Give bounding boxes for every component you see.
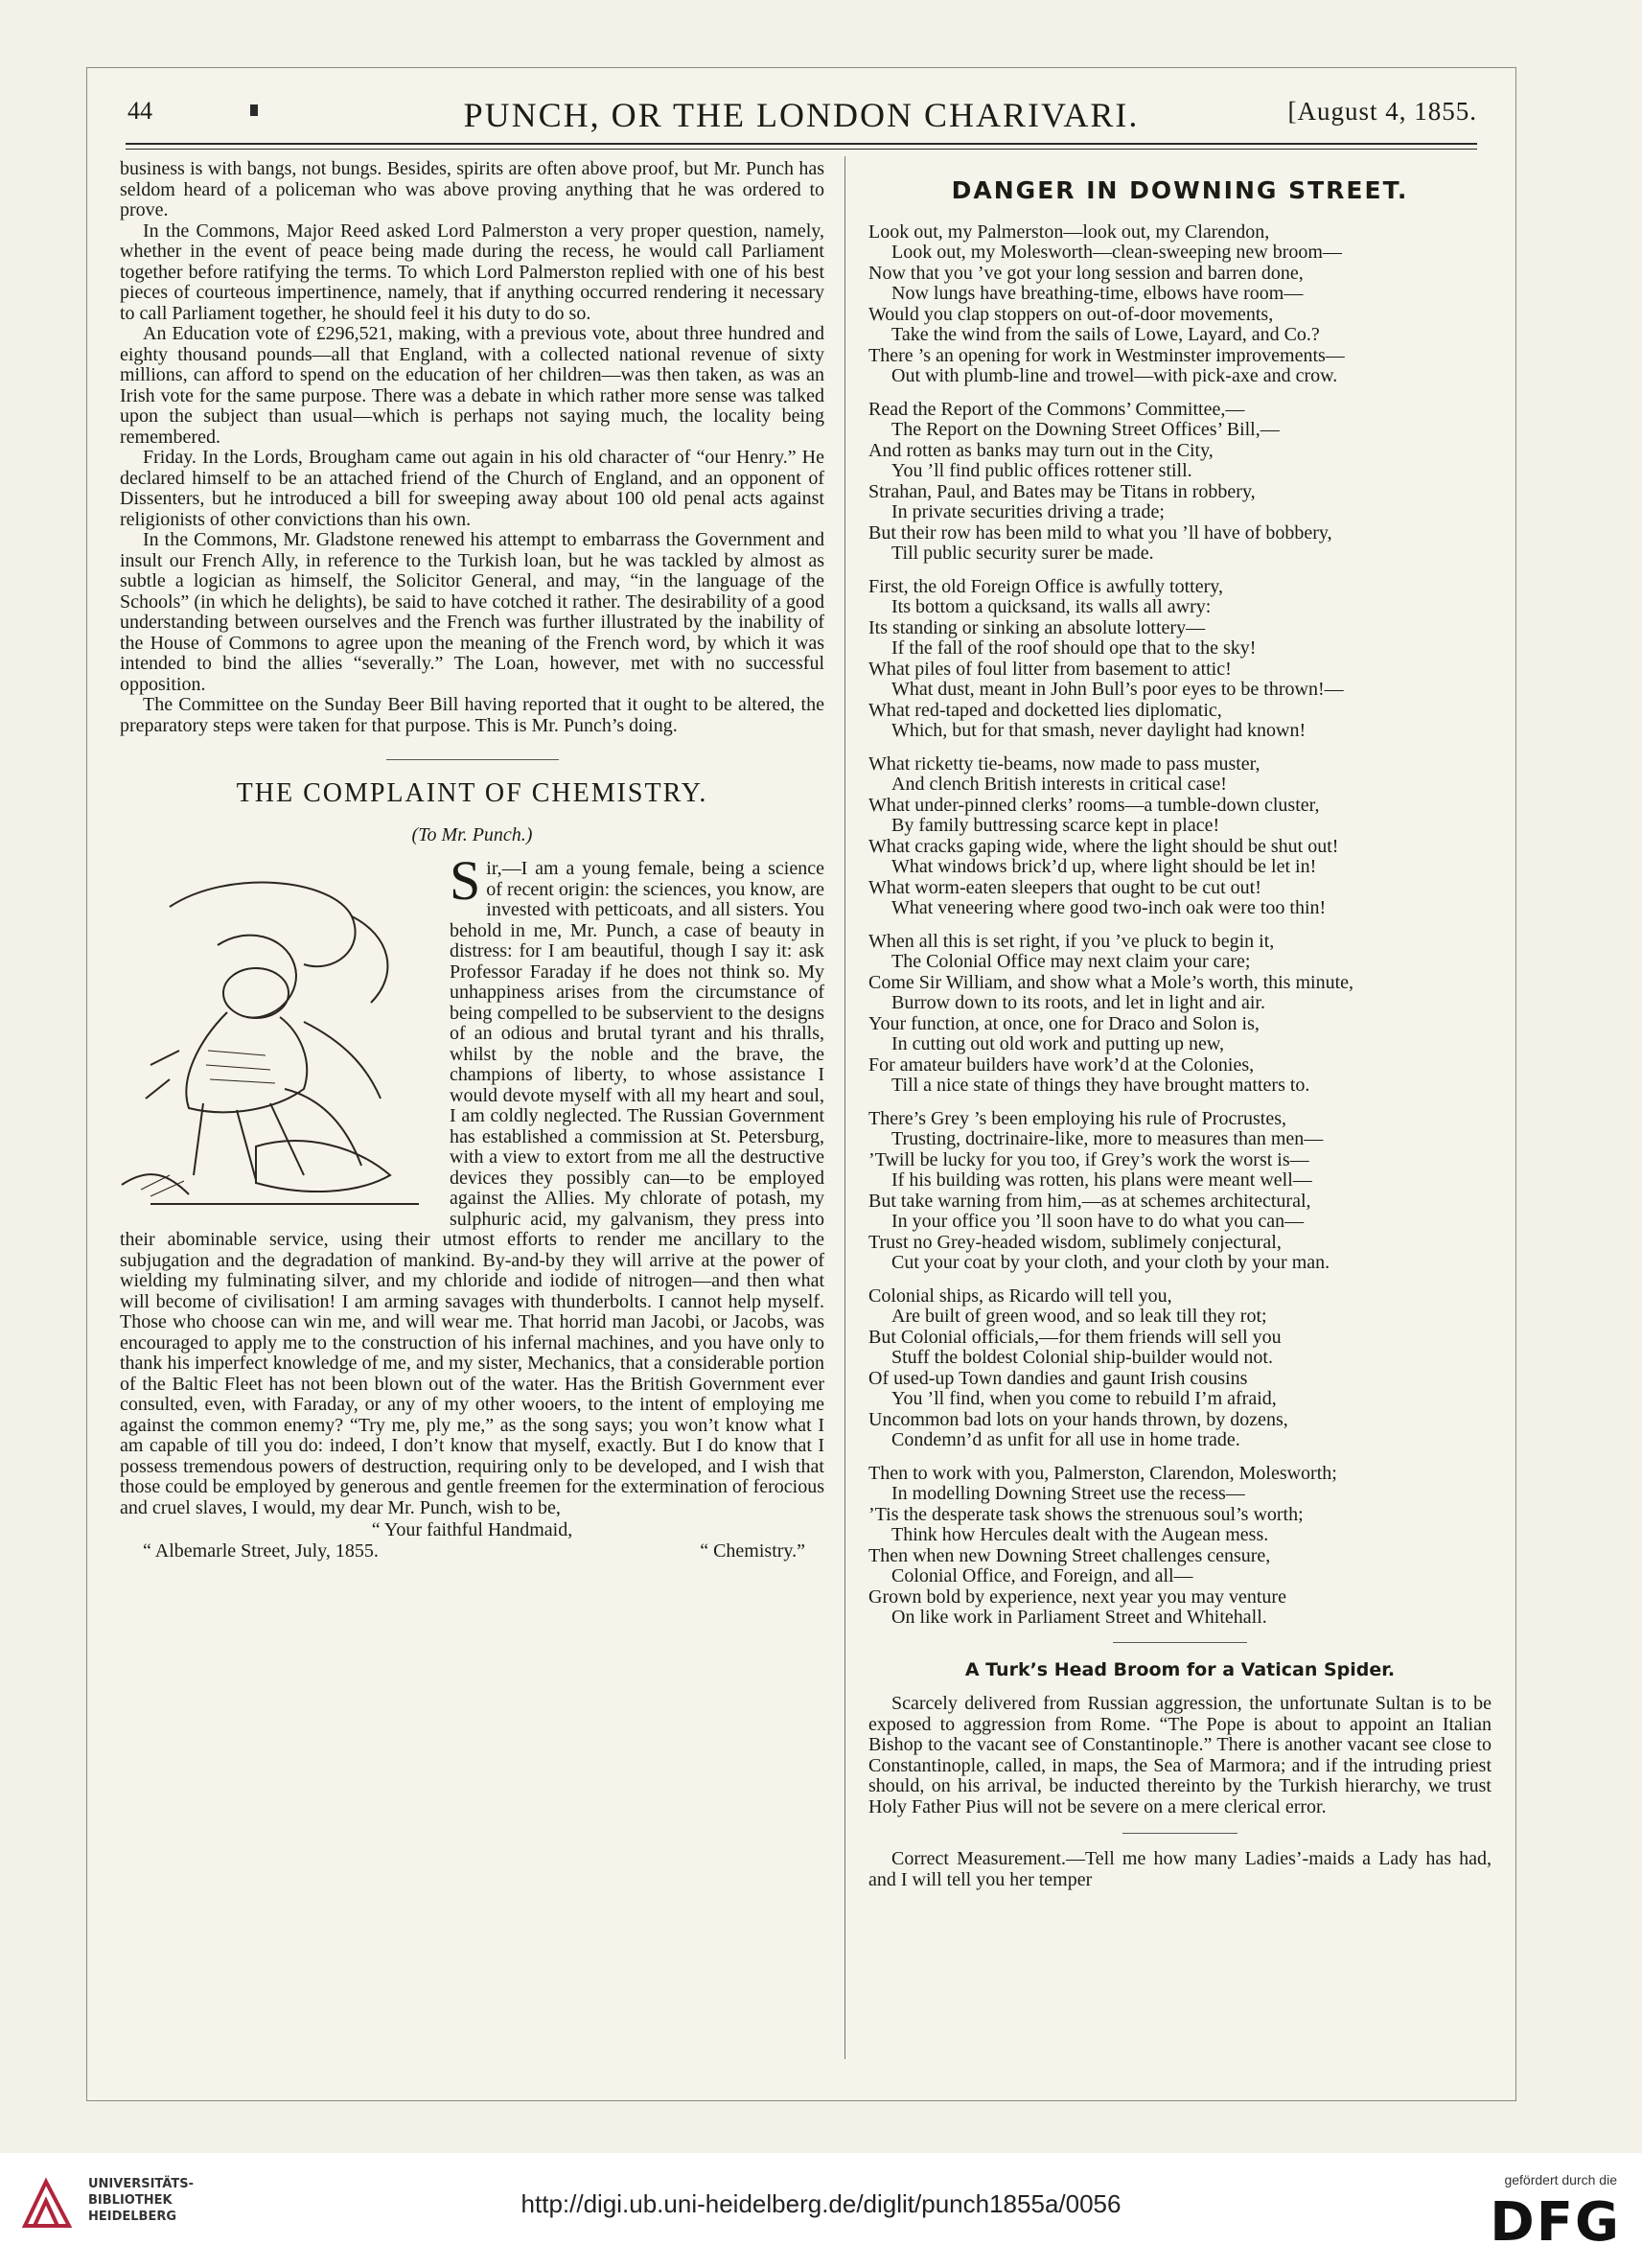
paragraph: The Committee on the Sunday Beer Bill having reported that it ought to be altered, the preparatory steps were taken for that purpose. This is Mr. Punch’s doing. [120,694,824,736]
funding-label: gefördert durch die [1504,2172,1617,2187]
poem-line: You ’ll find public offices rottener still. [891,460,1192,481]
poem-line: Till public security surer be made. [891,543,1154,564]
signature-line [120,1541,824,1562]
poem-line: Trusting, doctrinaire-like, more to measures than men— [891,1128,1324,1149]
poem-line: In private securities driving a trade; [891,501,1165,522]
article-subtitle: (To Mr. Punch.) [411,823,533,845]
column-divider [844,156,845,2059]
digitization-footer [0,2153,1642,2268]
poem-line: Would you clap stoppers on out-of-door movements, [868,303,1274,325]
poem-line: But Colonial officials,—for them friends will sell you [868,1326,1282,1348]
section-separator [386,759,559,760]
header-rule [126,143,1477,145]
poem-line: There’s Grey ’s been employing his rule of Procrustes, [868,1107,1287,1129]
poem-line: Your function, at once, one for Draco and Solon is, [868,1012,1260,1034]
poem-line: Strahan, Paul, and Bates may be Titans in robbery, [868,480,1256,502]
illustration-chemistry-figure [112,859,438,1223]
poem-stanza [868,754,1492,919]
article-title: A Turk’s Head Broom for a Vatican Spider. [964,1658,1396,1680]
poem-line: What veneering where good two-inch oak were too thin! [891,897,1327,918]
source-url-link[interactable]: http://digi.ub.uni-heidelberg.de/diglit/punch1855a/0056 [520,2189,1122,2218]
poem-line: Look out, my Molesworth—clean-sweeping new broom— [891,242,1342,263]
section-separator [1122,1833,1237,1834]
poem-line: Cut your coat by your cloth, and your cloth by your man. [891,1252,1330,1273]
signature-place: “ Albemarle Street, July, 1855. [143,1539,379,1562]
poem-line: What ricketty tie-beams, now made to pass muster, [868,752,1260,775]
poem-line: Look out, my Palmerston—look out, my Clarendon, [868,220,1270,243]
poem-line: You ’ll find, when you come to rebuild I’m afraid, [891,1388,1277,1409]
signature-close: “ Your faithful Handmaid, [371,1519,573,1540]
poem-line: What cracks gaping wide, where the light should be shut out! [868,835,1339,857]
poem-line: By family buttressing scarce kept in place! [891,815,1220,836]
letter [120,849,824,1562]
poem-stanza [868,1464,1492,1629]
paragraph: Friday. In the Lords, Brougham came out again in his old character of “our Henry.” He declared himself to be an attached friend of the Church of England, and an opponent of Dissenters, but he introduced a bill for sweeping away about 100 old penal acts against religionists of other convictions than his own. [120,447,824,530]
poem-line: Then to work with you, Palmerston, Clarendon, Molesworth; [868,1462,1337,1484]
poem-stanza [868,400,1492,565]
page-number: 44 [127,97,152,125]
issue-date: [August 4, 1855. [1287,97,1477,126]
poem-line: First, the old Foreign Office is awfully tottery, [868,575,1223,597]
poem-line: Uncommon bad lots on your hands thrown, by dozens, [868,1408,1288,1430]
poem-line: Grown bold by experience, next year you may venture [868,1585,1286,1608]
poem-line: If his building was rotten, his plans were meant well— [891,1169,1312,1191]
poem-line: Colonial Office, and Foreign, and all— [891,1565,1193,1586]
poem-line: Which, but for that smash, never daylight had known! [891,720,1307,741]
poem-line: What dust, meant in John Bull’s poor eyes to be thrown!— [891,679,1344,700]
paragraph: Correct Measurement.—Tell me how many Ladies’-maids a Lady has had, and I will tell you her temper [868,1848,1492,1890]
poem-line: The Report on the Downing Street Offices’ Bill,— [891,419,1280,440]
paragraph: In the Commons, Major Reed asked Lord Palmerston a very proper question, namely, whether in the event of peace being made during the recess, he would call Parliament together before ratifying the terms. To which Lord Palmerston replied with one of his best pieces of courteous impertinence, namely, that if anything occurred rendering it necessary to call Parliament together, he should feel it his duty to do so. [120,220,824,324]
article-title: THE COMPLAINT OF CHEMISTRY. [236,778,708,808]
poem-line: Now that you ’ve got your long session and barren done, [868,262,1304,284]
poem-line: On like work in Parliament Street and Whitehall. [891,1607,1267,1628]
poem-stanza [868,1286,1492,1451]
paragraph: An Education vote of £296,521, making, with a previous vote, about three hundred and eighty thousand pounds—all that England, with a collected national revenue of sixty millions, can afford to spend on the education of her children—was then taken, as was an Irish vote for the same purpose. There was a debate in which rather more sense was talked upon the subject than usual—which is perhaps not saying much, the locality being remembered. [120,323,824,448]
library-name-line: BIBLIOTHEK [88,2193,173,2208]
paragraph: business is with bangs, not bungs. Besides, spirits are often above proof, but Mr. Punch has seldom heard of a policeman who was above proving anything that he was ordered to prove. [120,158,824,220]
poem-line: Read the Report of the Commons’ Committee,— [868,398,1245,420]
poem [868,222,1492,1629]
section-separator [1113,1642,1247,1643]
poem-line: Think how Hercules dealt with the Augean mess. [891,1524,1269,1545]
poem-line: Colonial ships, as Ricardo will tell you, [868,1284,1172,1307]
poem-line: In your office you ’ll soon have to do what you can— [891,1211,1305,1232]
poem-line: What piles of foul litter from basement to attic! [868,658,1232,680]
paragraph: In the Commons, Mr. Gladstone renewed his attempt to embarrass the Government and insult our French Ally, in reference to the Turkish loan, but he was tackled by almost as subtle a logician as himself, the Solicitor General, and may, “in the language of the Schools” (in which he delights), be said to have cotched it rather. The desirability of a good understanding between ourselves and the French was further illustrated by the inability of the House of Commons to agree upon the meaning of the French word, by which it was intended to bind the allies “severally.” The Loan, however, met with no successful opposition. [120,529,824,695]
poem-line: Till a nice state of things they have brought matters to. [891,1075,1310,1096]
poem-line: ’Twill be lucky for you too, if Grey’s work the worst is— [868,1148,1309,1170]
right-column [868,159,1492,1890]
poem-line: Out with plumb-line and trowel—with pick-axe and crow. [891,365,1338,386]
poem-line: What red-taped and docketted lies diplomatic, [868,699,1222,721]
poem-stanza [868,932,1492,1097]
poem-line: When all this is set right, if you ’ve pluck to begin it, [868,930,1275,952]
poem-line: Come Sir William, and show what a Mole’s worth, this minute, [868,971,1354,993]
signature-name: “ Chemistry.” [700,1539,805,1562]
dfg-logo: DFG [1490,2191,1621,2254]
library-name-line: HEIDELBERG [88,2210,177,2224]
masthead-title: PUNCH, OR THE LONDON CHARIVARI. [463,96,1140,134]
poem-line: The Colonial Office may next claim your care; [891,951,1251,972]
poem-line: And clench British interests in critical case! [891,774,1227,795]
poem-line: Its bottom a quicksand, its walls all awry: [891,596,1212,617]
poem-line: Stuff the boldest Colonial ship-builder would not. [891,1347,1273,1368]
poem-line: But take warning from him,—as at schemes architectural, [868,1190,1311,1212]
drop-cap: S [450,849,481,912]
poem-line: In modelling Downing Street use the recess— [891,1483,1245,1504]
poem-line: Its standing or sinking an absolute lottery— [868,616,1206,638]
poem-line: But their row has been mild to what you ’ll have of bobbery, [868,521,1332,544]
poem-title: DANGER IN DOWNING STREET. [951,176,1409,204]
poem-line: Burrow down to its roots, and let in light and air. [891,992,1265,1013]
newspaper-page [86,67,1516,2101]
poem-line: Then when new Downing Street challenges censure, [868,1544,1271,1566]
poem-line: There ’s an opening for work in Westminster improvements— [868,344,1345,366]
header-rule-thin [126,149,1477,150]
poem-line: Take the wind from the sails of Lowe, Layard, and Co.? [891,324,1320,345]
paragraph: Scarcely delivered from Russian aggression, the unfortunate Sultan is to be exposed to aggression from Rome. “The Pope is about to appoint an Italian Bishop to the vacant see of Constantinople.” There is another vacant see close to Constantinople, called, in maps, the Sea of Marmora; and if the intruding priest should, on his arrival, be inducted thereinto by the Turkish hierarchy, we trust Holy Father Pius will not be severe on a mere clerical error. [868,1693,1492,1817]
poem-stanza [868,222,1492,387]
left-column [120,159,824,1562]
poem-line: Are built of green wood, and so leak till they rot; [891,1306,1267,1327]
poem-line: What worm-eaten sleepers that ought to be cut out! [868,876,1261,898]
library-name-line: UNIVERSITÄTS- [88,2177,194,2191]
poem-line: Condemn’d as unfit for all use in home trade. [891,1429,1240,1450]
letter-text: ir,—I am a young female, being a science of recent origin: the sciences, you know, are invested with petticoats, and all sisters. You behold in me, Mr. Punch, a case of beauty in distress: for I am beautiful, though I say it: ask Professor Faraday if he does not think so. My unhappiness arises from the circumstance of being compelled to be subservient to the designs of an odious and brutal tyrant and his thralls, whilst by the noble and the brave, the champions of liberty, to whose assistance I would devote myself with all my heart and soul, I am coldly neglected. The Russian Government has established a commission at St. Petersburg, with a view to extort from me all the destructive devices they possibly can—to be employed against the Allies. My chlorate of potash, my sulphuric acid, my galvanism, they press into their abominable service, using their utmost efforts to render me ancillary to the subjugation and the degradation of mankind. By-and-by they will arrive at the power of wielding my fulminating silver, and my chloride and iodide of nitrogen—and then what will become of civilisation! I am arming savages with thunderbolts. I cannot help myself. Those who choose can win me, and will wear me. That horrid man Jacobi, or Jacobs, was encouraged to apply me to the construction of his infernal machines, and you have only to thank his imperfect knowledge of me, and my sister, Mechanics, that a considerable portion of the Baltic Fleet has not been blown out of the water. Has the British Government ever consulted, even, with Faraday, or any of my other wooers, to the intent of employing me against the common enemy? “Try me, ply me,” as the song says; you won’t know what I am capable of till you do: indeed, I don’t know that myself, exactly. But I do know that I possess tremendous powers of destruction, requiring only to be developed, and I wish that those could be employed by generous and gentle freemen for the extermination of ferocious and cruel slaves, I would, my dear Mr. Punch, wish to be, [120,858,824,1518]
poem-line: And rotten as banks may turn out in the City, [868,439,1214,461]
poem-line: What under-pinned clerks’ rooms—a tumble-down cluster, [868,794,1320,816]
poem-line: Of used-up Town dandies and gaunt Irish cousins [868,1367,1248,1389]
poem-line: Trust no Grey-headed wisdom, sublimely conjectural, [868,1231,1282,1253]
poem-line: Now lungs have breathing-time, elbows have room— [891,283,1304,304]
poem-line: What windows brick’d up, where light should be let in! [891,856,1317,877]
poem-stanza [868,1109,1492,1274]
poem-stanza [868,577,1492,742]
poem-line: In cutting out old work and putting up new, [891,1033,1224,1054]
poem-line: For amateur builders have work’d at the Colonies, [868,1053,1255,1076]
poem-line: ’Tis the desperate task shows the strenuous soul’s worth; [868,1503,1304,1525]
poem-line: If the fall of the roof should ope that to the sky! [891,637,1257,659]
